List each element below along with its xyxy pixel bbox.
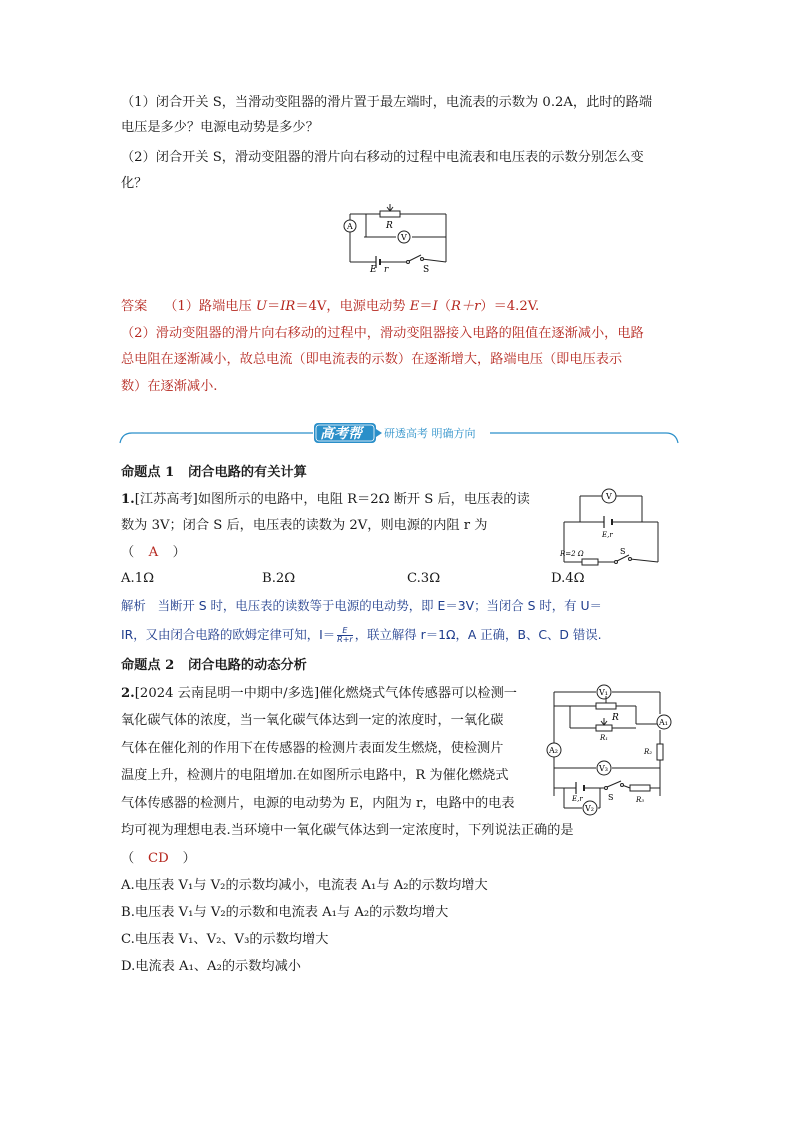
switch-s-label: S — [608, 793, 614, 802]
q2-option-b: B.电压表 V₁与 V₂的示数和电流表 A₁与 A₂的示数均增大 — [121, 905, 449, 920]
answer-line1: 答案 （1）路端电压 U＝IR＝4V，电源电动势 E＝I（R＋r）＝4.2V. — [121, 299, 540, 314]
a2-label: A₂ — [549, 746, 558, 755]
circuit-diagram-2 — [558, 488, 664, 572]
v3-label: V₃ — [599, 764, 608, 773]
q1-answer: A — [148, 545, 159, 560]
circuit-diagram-1 — [336, 202, 454, 274]
source-er-label: E,r — [572, 795, 583, 803]
q2-line3: 气体在催化剂的作用下在传感器的检测片表面发生燃烧，使检测片 — [121, 741, 504, 756]
q1-option-d: D.4Ω — [551, 571, 585, 586]
q1-resistor-label: R=2 Ω — [560, 550, 584, 558]
r1-label: R₁ — [600, 734, 609, 742]
banner-subtitle: 研透高考 明确方向 — [384, 427, 476, 440]
q2-option-a: A.电压表 V₁与 V₂的示数均减小，电流表 A₁与 A₂的示数均增大 — [121, 878, 488, 893]
prev-part1-line2: 电压是多少？电源电动势是多少？ — [121, 120, 319, 135]
prev-part1-line1: （1）闭合开关 S，当滑动变阻器的滑片置于最左端时，电流表的示数为 0.2A，此时的路端 — [121, 95, 653, 110]
circuit-diagram-3 — [540, 684, 676, 818]
q1-option-b: B.2Ω — [262, 571, 296, 586]
q2-line4: 温度上升，检测片的电阻增加.在如图所示电路中，R 为催化燃烧式 — [121, 768, 509, 783]
q2-number: 2. — [121, 686, 135, 701]
banner-title: 高考帮 — [320, 426, 362, 442]
r3-label: R₃ — [636, 796, 645, 804]
r-sensor-symbol — [596, 703, 616, 709]
q1-number: 1. — [121, 492, 135, 507]
a1-label: A₁ — [659, 718, 668, 727]
internal-resistance-label: r — [384, 265, 389, 274]
answer-line3: 总电阻在逐渐减小，故总电流（即电流表的示数）在逐渐增大，路端电压（即电压表示 — [121, 352, 623, 367]
explanation-label: 解析 — [121, 598, 146, 613]
q1-explanation-line2: IR，又由闭合电路的欧姆定律可知，I＝ $\frac{E}{R+r}$ ，联立解得 r＝1Ω，A 正确，B、C、D 错误. — [121, 626, 602, 644]
q1-option-c: C.3Ω — [407, 571, 441, 586]
point2-heading: 命题点 2 闭合电路的动态分析 — [121, 658, 307, 673]
q2-option-c: C.电压表 V₁、V₂、V₃的示数均增大 — [121, 932, 329, 947]
answer-line4: 数）在逐渐减小. — [121, 379, 218, 394]
q1-explanation-line1: 解析 当断开 S 时，电压表的读数等于电源的电动势，即 E＝3V；当闭合 S 时，有 U＝ — [121, 598, 602, 613]
r1-symbol — [596, 725, 612, 731]
q2-line5: 气体传感器的检测片，电源的电动势为 E，内阻为 r，电路中的电表 — [121, 796, 515, 811]
ammeter-label: A — [347, 222, 353, 231]
q2-answer-paren: （ CD ） — [121, 849, 196, 869]
v2-label: V₂ — [585, 804, 594, 813]
ohm-law-fraction: $\frac{E}{R+r}$ — [337, 626, 353, 644]
answer-line2: （2）滑动变阻器的滑片向右移动的过程中，滑动变阻器接入电路的阻值在逐渐减小，电路 — [121, 326, 644, 341]
q1-voltmeter-label: V — [606, 492, 612, 501]
switch-label: S — [423, 265, 430, 274]
section-banner — [118, 419, 680, 449]
q2-answer: CD — [148, 851, 169, 866]
source-label: E — [370, 265, 377, 274]
voltmeter-label: V — [401, 233, 407, 242]
q2-line1: 2.[2024 云南昆明一中期中/多选]催化燃烧式气体传感器可以检测一 — [121, 686, 517, 701]
r2-symbol — [657, 744, 663, 760]
point1-heading: 命题点 1 闭合电路的有关计算 — [121, 465, 307, 480]
r-label: R — [612, 713, 619, 723]
q1-line2: 数为 3V；闭合 S 后，电压表的读数为 2V，则电源的内阻 r 为 — [121, 518, 488, 533]
q1-line1: 1.[江苏高考]如图所示的电路中，电阻 R＝2Ω 断开 S 后，电压表的读 — [121, 492, 530, 507]
v1-label: V₁ — [599, 688, 608, 697]
rheostat-symbol — [380, 211, 400, 217]
q1-source-label: E,r — [602, 531, 613, 539]
q2-line6: 均可视为理想电表.当环境中一氧化碳气体达到一定浓度时，下列说法正确的是 — [121, 823, 574, 838]
r3-symbol — [630, 785, 650, 791]
r2-label: R₂ — [644, 748, 653, 756]
rheostat-label: R — [386, 221, 393, 231]
q1-resistor-symbol — [582, 559, 598, 565]
q1-switch-label: S — [620, 547, 626, 556]
prev-part2-line1: （2）闭合开关 S，滑动变阻器的滑片向右移动的过程中电流表和电压表的示数分别怎么变 — [121, 150, 644, 165]
q2-option-d: D.电流表 A₁、A₂的示数均减小 — [121, 959, 301, 974]
answer-label: 答案 — [121, 299, 148, 314]
q1-option-a: A.1Ω — [121, 571, 155, 586]
q1-answer-paren: （ A ） — [121, 543, 186, 563]
prev-part2-line2: 化？ — [121, 176, 148, 191]
q2-line2: 氧化碳气体的浓度，当一氧化碳气体达到一定的浓度时，一氧化碳 — [121, 713, 504, 728]
